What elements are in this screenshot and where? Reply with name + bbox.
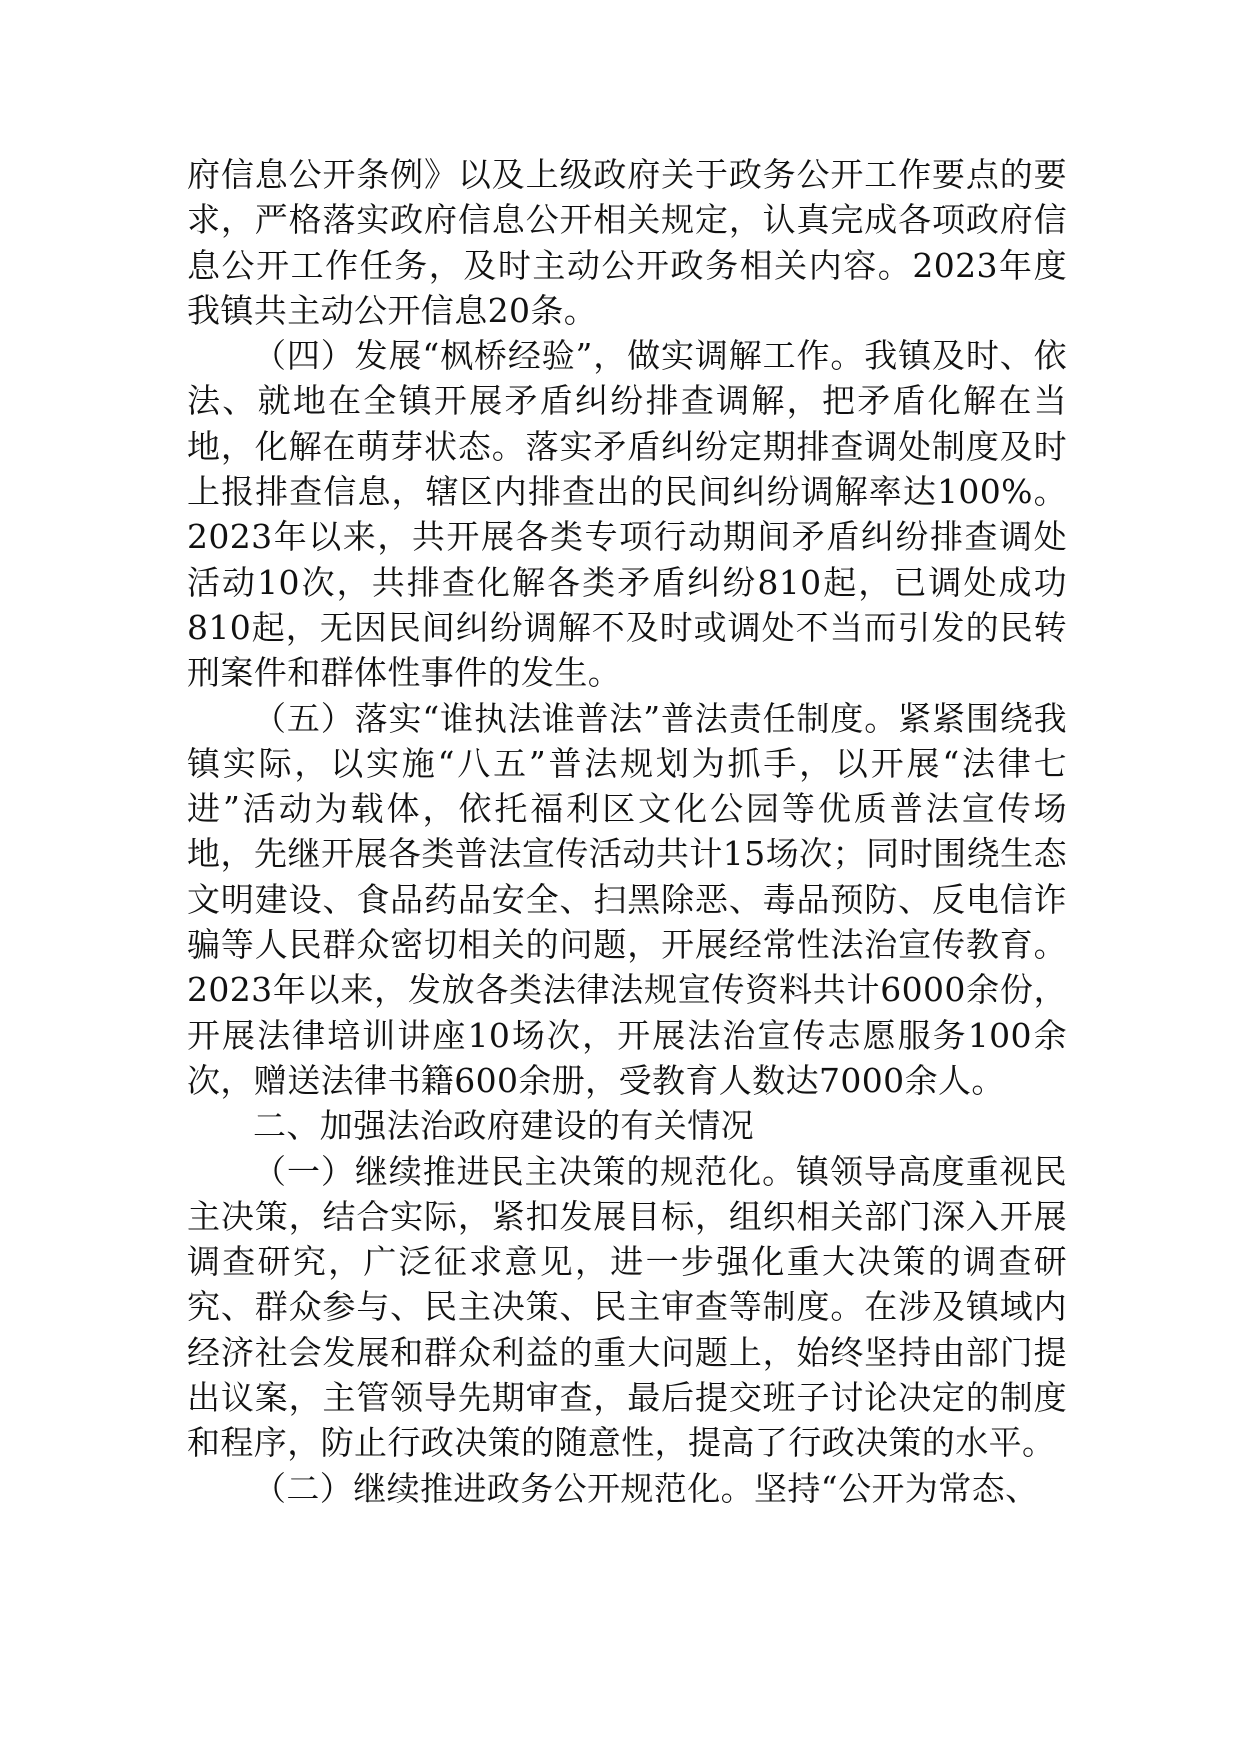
paragraph-democratic-decision: （一）继续推进民主决策的规范化。镇领导高度重视民主决策，结合实际，紧扣发展目标，组织相关部门深入开展调查研究，广泛征求意见，进一步强化重大决策的调查研究、群众参与、民主决策、民主审查等制度。在涉及镇域内经济社会发展和群众利益的重大问题上，始终坚持由部门提出议案，主管领导先期审查，最后提交班子讨论决定的制度和程序，防止行政决策的随意性，提高了行政决策的水平。 xyxy=(187,1151,1067,1463)
section-heading-rule-of-law: 二、加强法治政府建设的有关情况 xyxy=(253,1106,754,1146)
paragraph-legal-education: （五）落实“谁执法谁普法”普法责任制度。紧紧围绕我镇实际，以实施“八五”普法规划为抓手，以开展“法律七进”活动为载体，依托福利区文化公园等优质普法宣传场地，先继开展各类普法宣传活动共计15场次；同时围绕生态文明建设、食品药品安全、扫黑除恶、毒品预防、反电信诈骗等人民群众密切相关的问题，开展经常性法治宣传教育。2023年以来，发放各类法律法规宣传资料共计6000余份，开展法律培训讲座10场次，开展法治宣传志愿服务100余次，赠送法律书籍600余册，受教育人数达7000余人。 xyxy=(187,698,1067,1100)
paragraph-info-disclosure: 府信息公开条例》以及上级政府关于政务公开工作要点的要求，严格落实政府信息公开相关规定，认真完成各项政府信息公开工作任务，及时主动公开政务相关内容。2023年度我镇共主动公开信息20条。 xyxy=(187,155,1067,330)
document-body xyxy=(187,152,1067,1511)
paragraph-fengqiao-experience: （四）发展“枫桥经验”，做实调解工作。我镇及时、依法、就地在全镇开展矛盾纠纷排查调解，把矛盾化解在当地，化解在萌芽状态。落实矛盾纠纷定期排查调处制度及时上报排查信息，辖区内排查出的民间纠纷调解率达100%。2023年以来，共开展各类专项行动期间矛盾纠纷排查调处活动10次，共排查化解各类矛盾纠纷810起，已调处成功810起，无因民间纠纷调解不及时或调处不当而引发的民转刑案件和群体性事件的发生。 xyxy=(187,336,1067,693)
paragraph-government-affairs-disclosure: （二）继续推进政务公开规范化。坚持“公开为常态、 xyxy=(253,1468,1039,1508)
